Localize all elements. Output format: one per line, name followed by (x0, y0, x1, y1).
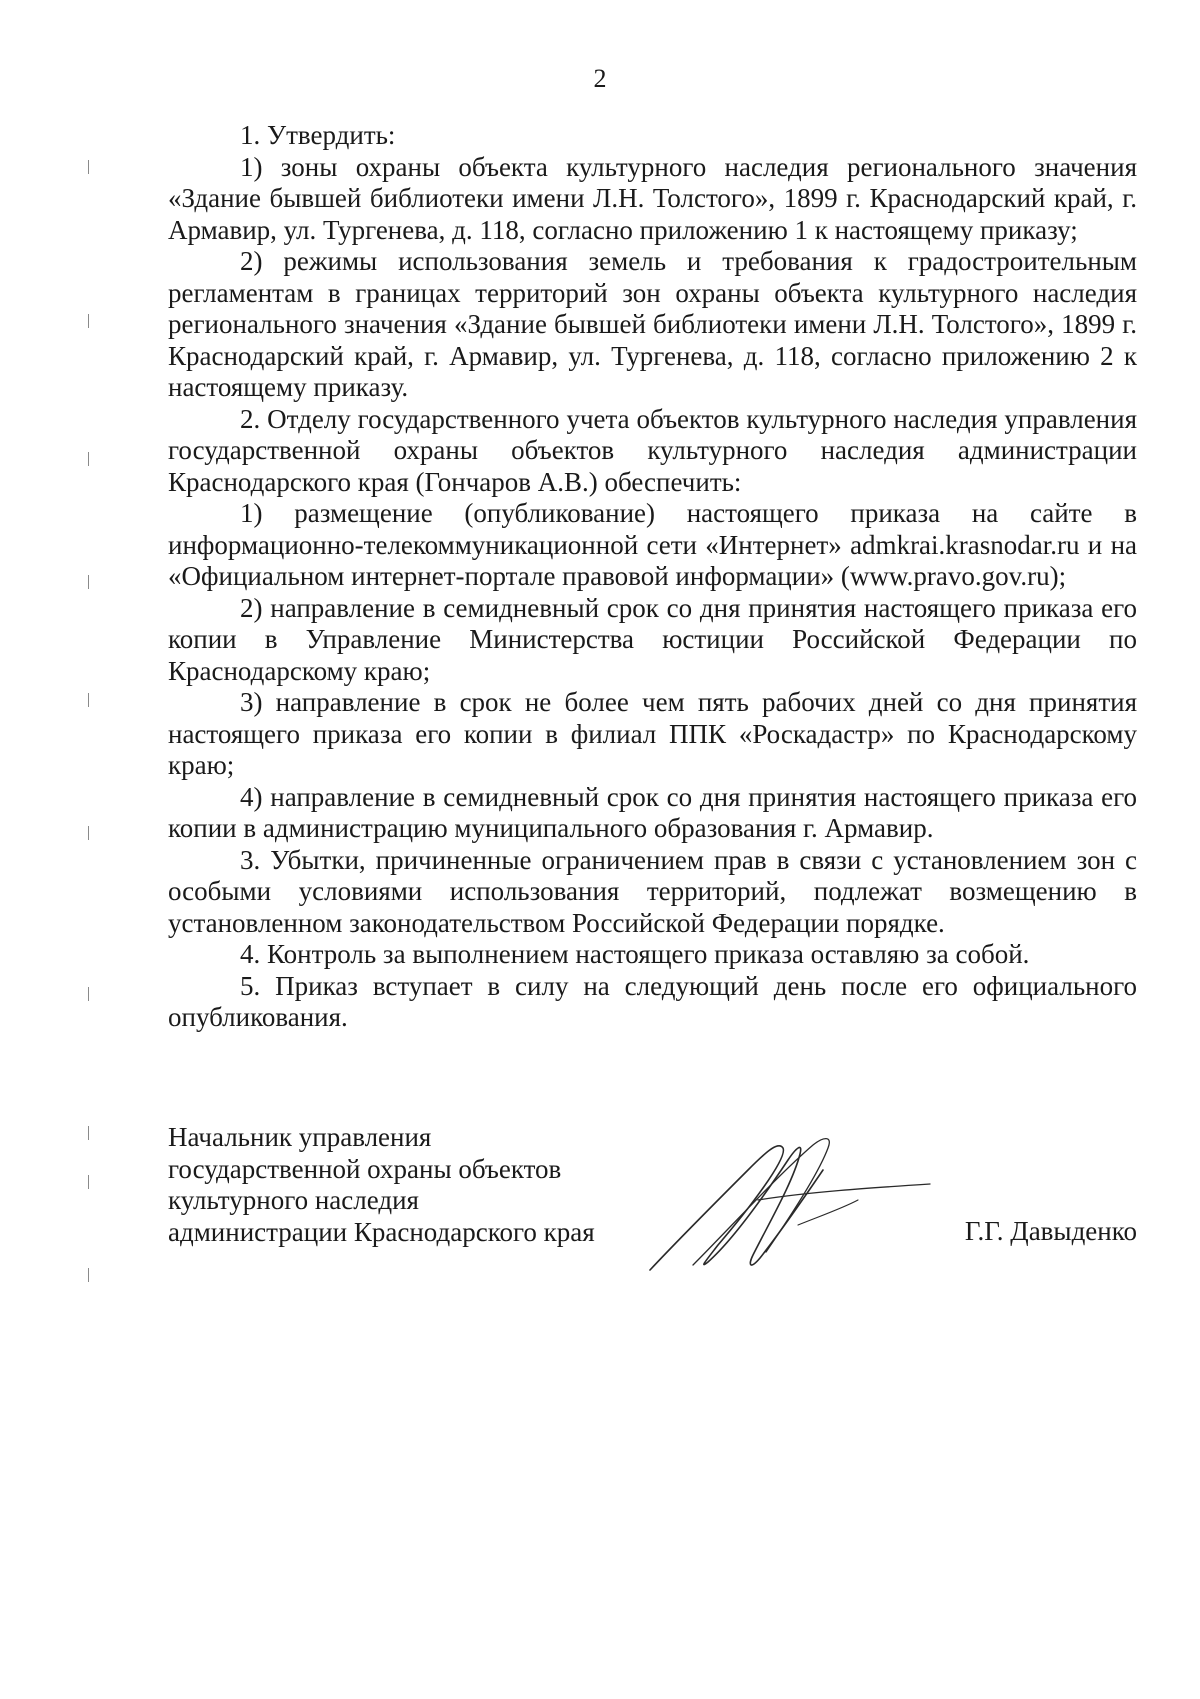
binding-mark (88, 1175, 89, 1189)
binding-mark (88, 1268, 89, 1282)
paragraph-item-2-1: 1) размещение (опубликование) настоящего приказа на сайте в информационно-телекоммуникационной сети «Интернет» admkrai.krasnodar.ru и на «Официальном интернет-портале правовой информации» (www.pravo.gov.ru); (168, 498, 1137, 591)
binding-marks (88, 0, 92, 1699)
paragraph-item-2-4: 4) направление в семидневный срок со дня принятия настоящего приказа его копии в администрацию муниципального образования г. Армавир. (168, 781, 1137, 843)
paragraph-item-1: 1. Утвердить: (240, 120, 396, 150)
handwritten-signature (638, 1130, 938, 1280)
signer-title-line: Начальник управления (168, 1122, 432, 1152)
signer-name: Г.Г. Давыденко (964, 1216, 1137, 1246)
paragraph-item-2-3: 3) направление в срок не более чем пять рабочих дней со дня принятия настоящего приказа его копии в филиал ППК «Роскадастр» по Краснодарскому краю; (168, 687, 1137, 780)
paragraph-item-2: 2. Отделу государственного учета объектов культурного наследия управления государственной охраны объектов культурного наследия администрации Краснодарского края (Гончаров А.В.) обеспечить: (168, 403, 1137, 497)
signer-title-line: администрации Краснодарского края (168, 1216, 595, 1247)
binding-mark (88, 452, 89, 466)
binding-mark (88, 693, 89, 707)
paragraph-item-2-2: 2) направление в семидневный срок со дня принятия настоящего приказа его копии в Управление Министерства юстиции Российской Федерации по Краснодарскому краю; (168, 592, 1137, 686)
document-body (168, 120, 1137, 1034)
paragraph-item-1-1: 1) зоны охраны объекта культурного наследия регионального значения «Здание бывшей библиотеки имени Л.Н. Толстого», 1899 г. Краснодарский край, г. Армавир, ул. Тургенева, д. 118, согласно приложению 1 к настоящему приказу; (168, 151, 1137, 245)
signature-block (168, 1122, 1137, 1302)
binding-mark (88, 826, 89, 840)
binding-mark (88, 1126, 89, 1140)
signer-title-line: культурного наследия (168, 1185, 419, 1215)
paragraph-item-3: 3. Убытки, причиненные ограничением прав в связи с установлением зон с особыми условиями использования территорий, подлежат возмещению в установленном законодательством Российской Федерации порядке. (168, 844, 1137, 938)
paragraph-item-1-2: 2) режимы использования земель и требования к градостроительным регламентам в границах территорий зон охраны объекта культурного наследия регионального значения «Здание бывшей библиотеки имени Л.Н. Толстого», 1899 г. Краснодарский край, г. Армавир, ул. Тургенева, д. 118, согласно приложению 2 к настоящему приказу. (168, 246, 1137, 402)
binding-mark (88, 314, 89, 328)
signer-title-line: государственной охраны объектов (168, 1153, 562, 1184)
page-number: 2 (593, 64, 607, 93)
binding-mark (88, 160, 89, 174)
signer-title (168, 1122, 595, 1248)
paragraph-item-5: 5. Приказ вступает в силу на следующий день после его официального опубликования. (168, 970, 1137, 1032)
binding-mark (88, 987, 89, 1001)
binding-mark (88, 575, 89, 589)
paragraph-item-4: 4. Контроль за выполнением настоящего приказа оставляю за собой. (240, 939, 1030, 969)
